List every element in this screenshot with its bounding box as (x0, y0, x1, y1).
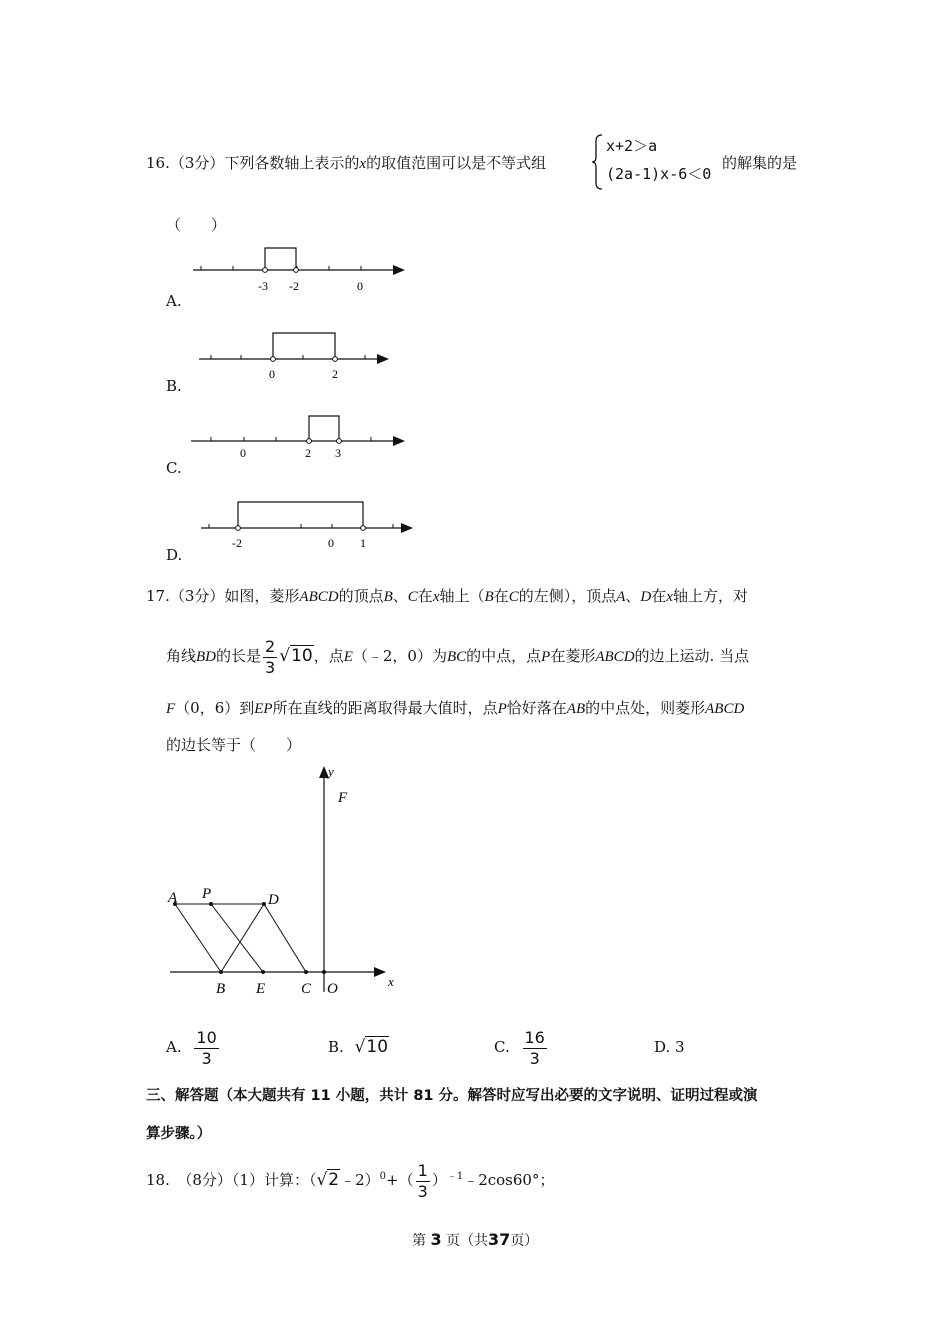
q17-choice-c: C. $\frac{16}{3}$ (494, 1027, 545, 1068)
sqrt: √10 (279, 646, 313, 666)
page-total: 37 (488, 1230, 511, 1249)
rhombus-figure (160, 760, 410, 1000)
point-label-d: D (268, 892, 279, 908)
number-line-c (185, 410, 415, 465)
axis-label-x: x (388, 974, 394, 989)
tick-label: 0 (328, 536, 334, 550)
tick-label: -3 (258, 279, 268, 293)
point-label-a: A (168, 890, 178, 906)
page-footer: 第 3 页（共37页） (412, 1230, 539, 1249)
option-b-label: B. (166, 377, 182, 395)
q17-choice-d: D. 3 (654, 1038, 685, 1056)
q17-line-3: F（0，6）到EP所在直线的距离取得最大值时，点P恰好落在AB的中点处，则菱形ABCD (166, 699, 745, 717)
tick-label: 0 (269, 367, 275, 381)
page-number: 3 (430, 1230, 442, 1249)
option-a-label: A. (166, 292, 182, 310)
q17-choice-b: B. √10 (328, 1037, 389, 1057)
tick-label: -2 (289, 279, 299, 293)
q17-line-2: 角线BD的长是 $\frac{2}{3}$ √10，点E（﹣2，0）为BC的中点，点P在菱形ABCD的边上运动. 当点 (166, 636, 750, 677)
axis-label-y: y (328, 764, 334, 779)
tick-label: 2 (305, 446, 311, 460)
q16-stem: 16.（3分）下列各数轴上表示的x的取值范围可以是不等式组 (146, 154, 547, 172)
system-line-2: (2a-1)x-6＜0 (606, 165, 712, 183)
option-c-label: C. (166, 459, 182, 477)
point-label-c: C (301, 981, 312, 997)
tick-label: -2 (232, 536, 242, 550)
q17-line-1: 17.（3分）如图，菱形ABCD的顶点B、C在x轴上（B在C的左侧），顶点A、D在x轴上方，对 (146, 587, 748, 605)
q17-choice-a: A. $\frac{10}{3}$ (166, 1027, 217, 1068)
number-line-a (185, 243, 415, 298)
tick-label: 1 (360, 536, 366, 550)
tick-label: 2 (332, 367, 338, 381)
number-line-d (195, 496, 420, 554)
q18-stem: 18. （8分）（1）计算：（√2﹣2）$^0$+（ $\frac{1}{3}$ ）$^{﹣1}$﹣2cos60°； (146, 1160, 555, 1201)
section-3-heading-line-1: 三、解答题（本大题共有 11 小题，共计 81 分。解答时应写出必要的文字说明、证明过程或演 (146, 1088, 758, 1104)
point-label-o: O (327, 981, 338, 997)
q17-line-4: 的边长等于（ ） (166, 736, 302, 754)
option-d-label: D. (166, 546, 183, 564)
tick-label: 0 (357, 279, 363, 293)
system-line-1: x+2＞a (606, 137, 658, 155)
q16-answer-paren: （ ） (166, 216, 227, 234)
tick-label: 0 (240, 446, 246, 460)
brace-icon (592, 133, 604, 191)
section-3-heading-line-2: 算步骤。） (146, 1126, 212, 1142)
point-label-p: P (202, 886, 212, 902)
tick-label: 3 (335, 446, 341, 460)
q16-suffix: 的解集的是 (722, 154, 798, 172)
number-line-b (195, 328, 395, 383)
fraction: $\frac{2}{3}$ (265, 636, 276, 677)
point-label-e: E (256, 981, 266, 997)
point-label-b: B (216, 981, 226, 997)
point-label-f: F (338, 790, 348, 806)
